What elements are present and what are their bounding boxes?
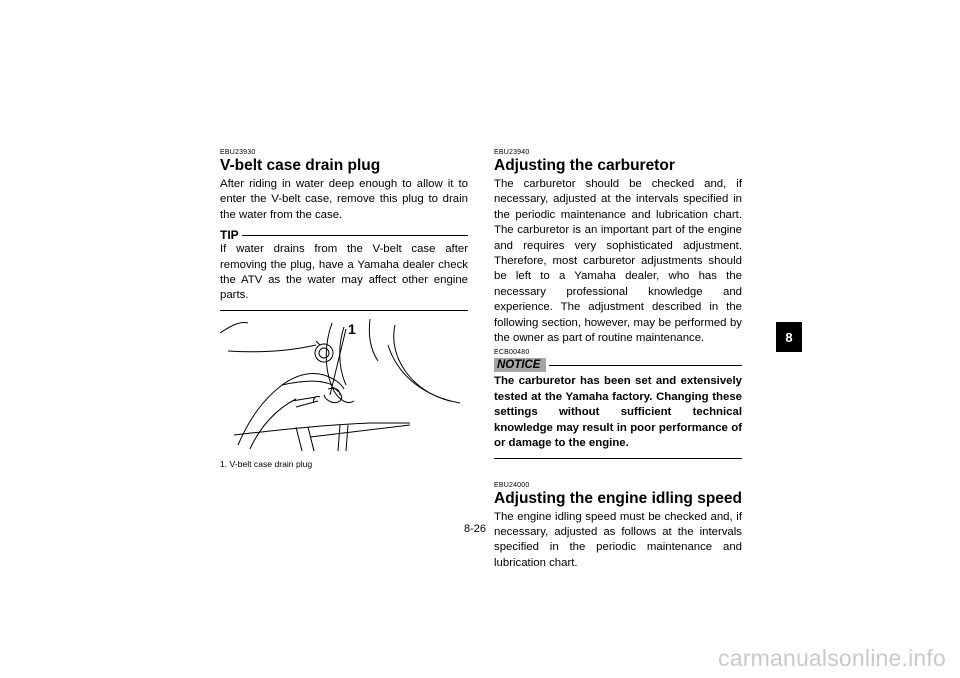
tip-bottom-rule (220, 310, 468, 311)
idling-speed-text: The engine idling speed must be checked and, if necessary, adjusted as follows at the intervals specified in the periodic maintenance and lubrication chart. (494, 510, 742, 569)
notice-text: The carburetor has been set and extensively tested at the Yamaha factory. Changing these settings without sufficient technical knowledge may result in poor performance of or damage to the engine. (494, 375, 742, 450)
notice-badge: NOTICE (494, 358, 546, 372)
drain-plug-illustration (220, 315, 468, 453)
right-column (494, 148, 742, 571)
drain-plug-drawing (220, 315, 468, 453)
tip-label: TIP (220, 228, 239, 243)
left-column (220, 148, 468, 469)
notice-code: ECB00480 (494, 349, 530, 357)
tip-header (220, 228, 468, 242)
tip-rule (242, 235, 468, 236)
section-code: EBU23930 (220, 149, 256, 156)
figure-callout-1: 1 (348, 320, 356, 337)
chapter-tab: 8 (776, 322, 802, 352)
figure-caption: 1. V-belt case drain plug (220, 458, 313, 469)
notice-rule (549, 365, 742, 366)
page-number: 8-26 (464, 523, 487, 535)
section-code: EBU23940 (494, 149, 530, 156)
section-code: EBU24000 (494, 481, 530, 489)
carburetor-text: The carburetor should be checked and, if necessary, adjusted at the intervals specified in the periodic maintenance and lubrication chart. The carburetor is an important part of the engine and requires very sophisticated adjustment. Therefore, most carburetor adjustments should be left to a Yamaha dealer, who has the necessary professional knowledge and experience. The adjustment described in the following section, however, may be performed by the owner as part of routine maintenance. (494, 178, 742, 345)
section-heading-idling-speed: Adjusting the engine idling speed (494, 489, 743, 507)
tip-text: If water drains from the V-belt case after removing the plug, have a Yamaha dealer check the ATV as the water may affect other engine parts. (220, 243, 468, 302)
watermark-text: carmanualsonline.info (718, 645, 946, 671)
section-heading-carburetor: Adjusting the carburetor (494, 157, 675, 174)
notice-header (494, 358, 742, 372)
section-heading-drain-plug: V-belt case drain plug (220, 157, 381, 174)
drain-plug-intro: After riding in water deep enough to allow it to enter the V-belt case, remove this plug to drain the water from the case. (220, 178, 468, 221)
